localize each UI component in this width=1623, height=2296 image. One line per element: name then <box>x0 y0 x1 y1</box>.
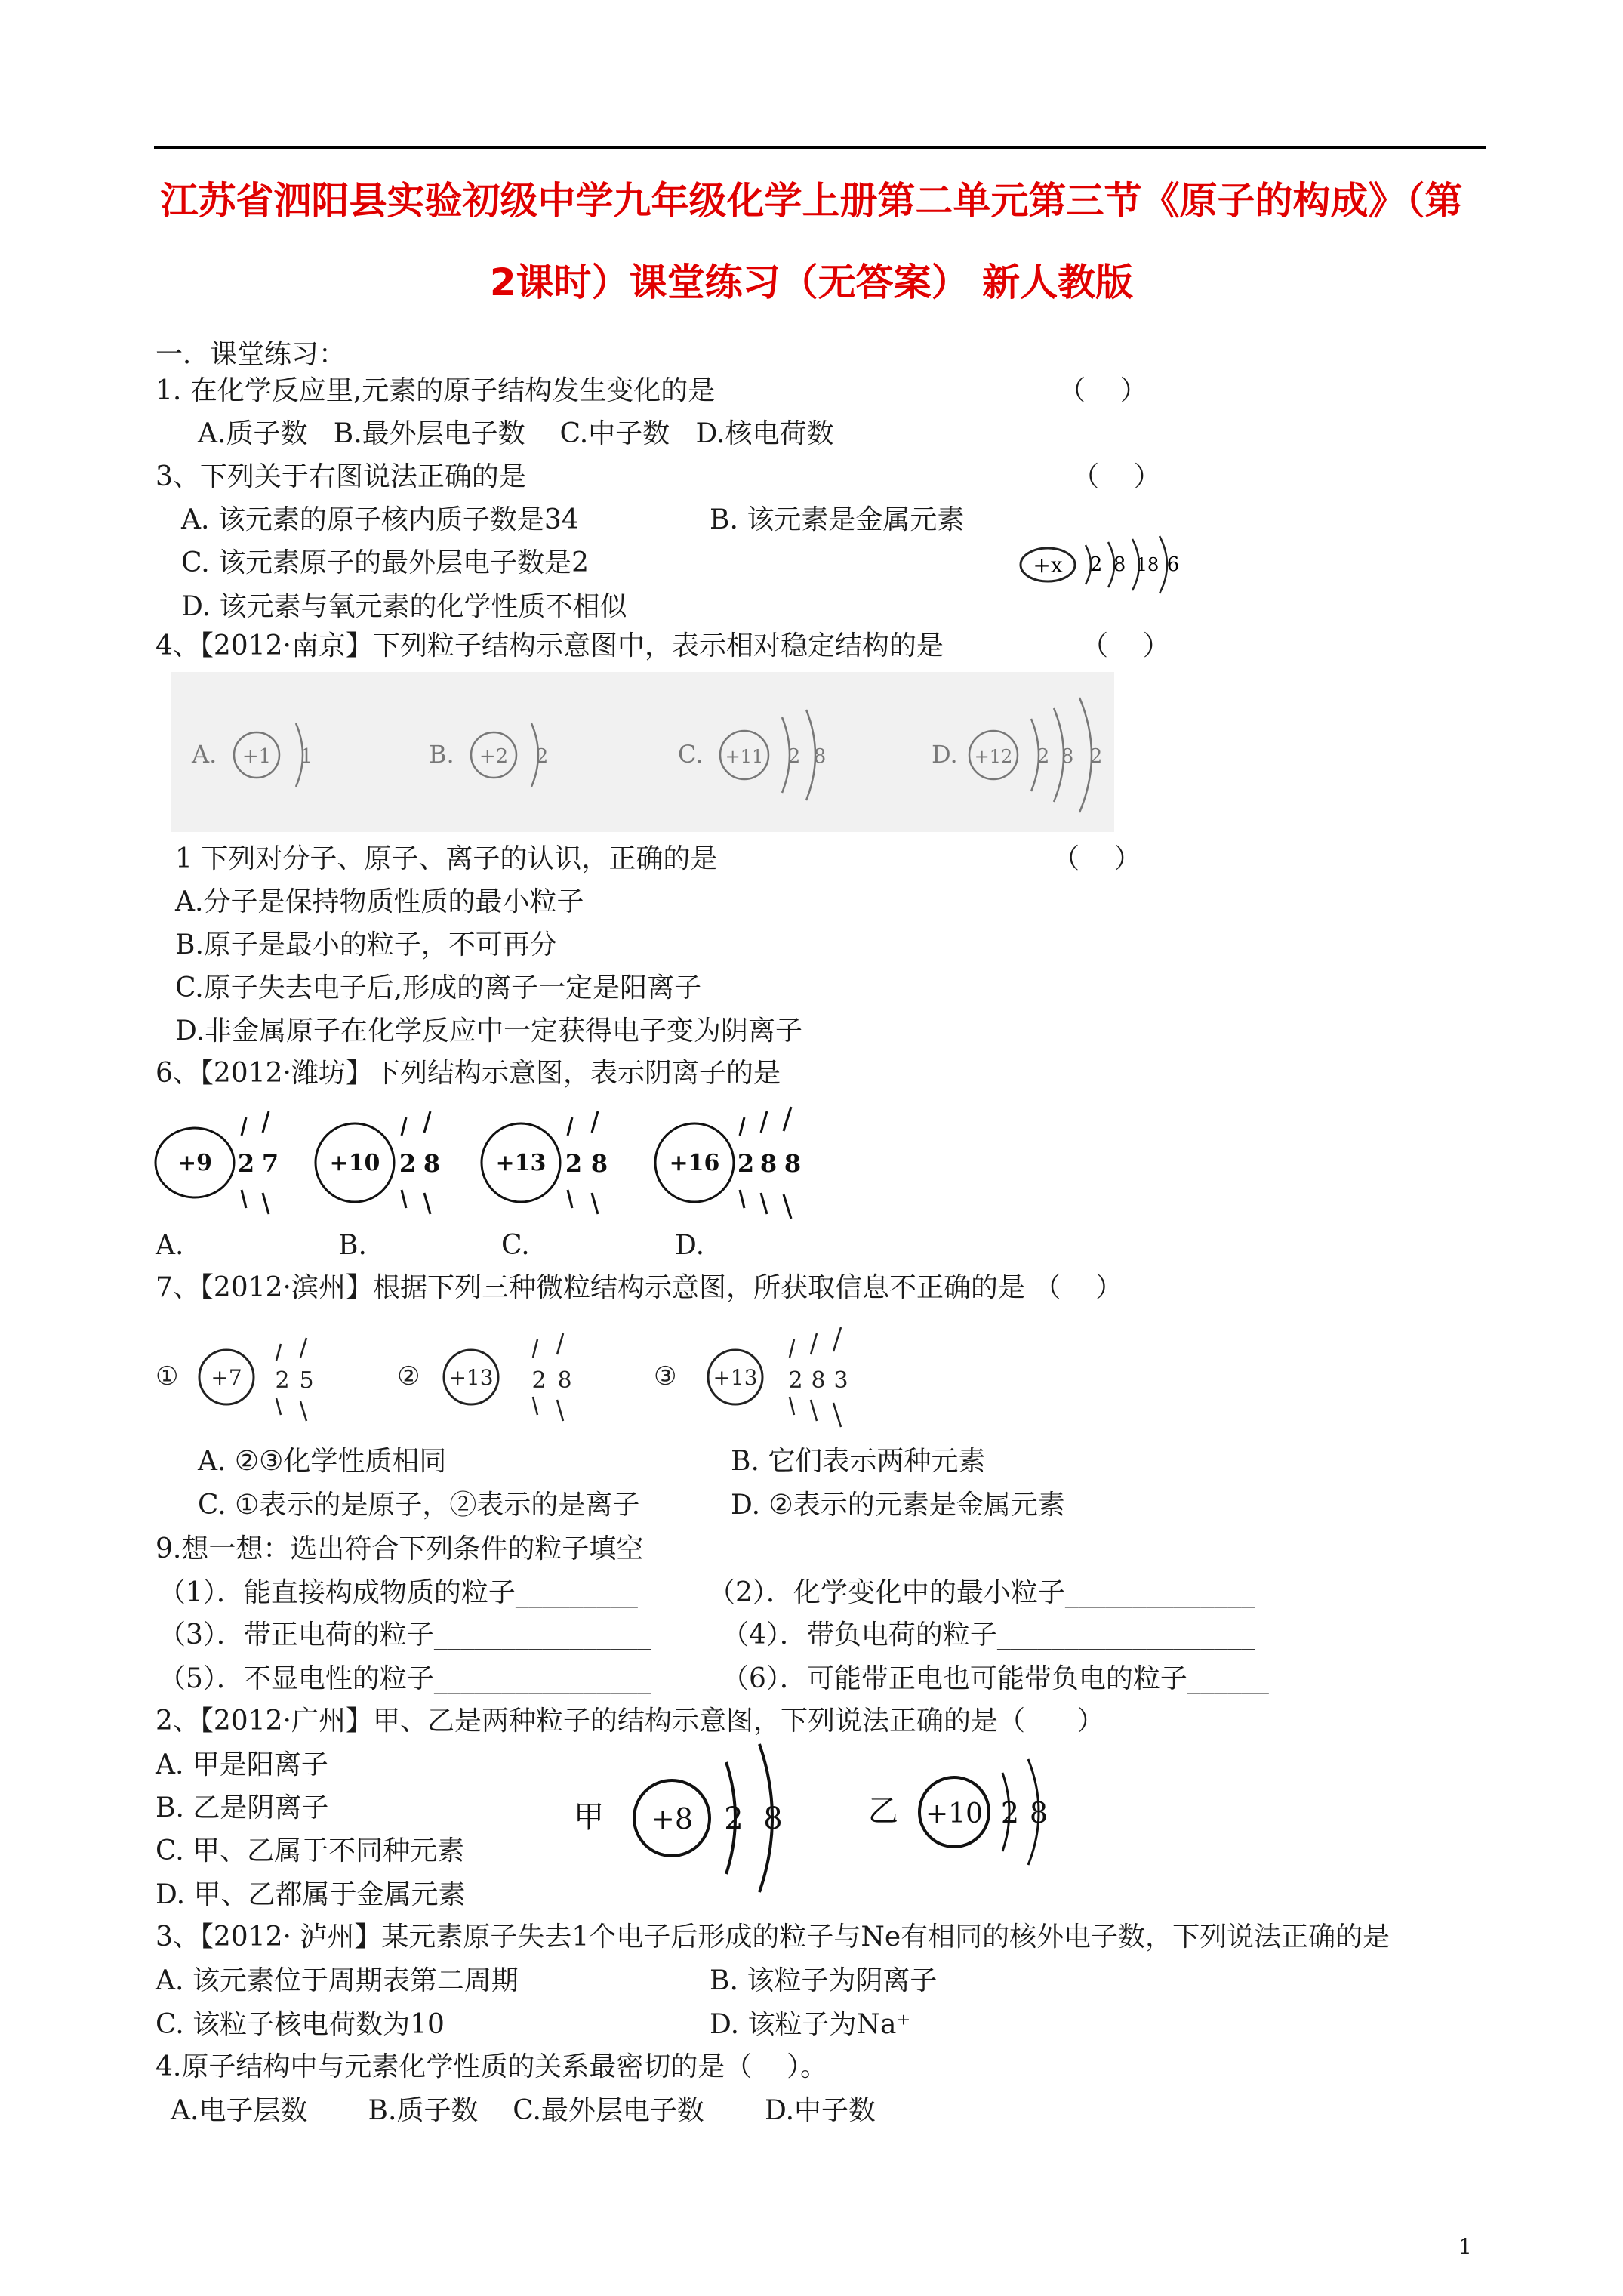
q4b-stem: 4.原子结构中与元素化学性质的关系最密切的是（ ）。 <box>156 2051 828 2082</box>
q9-blank-4: （4）．带负电荷的粒子___________________ <box>722 1620 1255 1650</box>
svg-text:8: 8 <box>763 1801 783 1836</box>
svg-text:+1: +1 <box>242 745 272 768</box>
svg-text:2: 2 <box>565 1149 583 1178</box>
q2b-option-a: A. 甲是阳离子 <box>156 1749 328 1780</box>
q9-blank-1: （1）．能直接构成物质的粒子_________ <box>159 1577 638 1608</box>
q9-stem: 9.想一想：选出符合下列条件的粒子填空 <box>156 1533 644 1564</box>
q9-blank-3: （3）．带正电荷的粒子________________ <box>159 1620 651 1650</box>
svg-text:8: 8 <box>590 1149 608 1178</box>
q7-option-b: B. 它们表示两种元素 <box>731 1446 986 1477</box>
svg-text:B.: B. <box>429 740 454 769</box>
svg-text:+2: +2 <box>479 745 509 768</box>
q2b-option-b: B. 乙是阴离子 <box>156 1792 329 1823</box>
q7-diagrams <box>151 1323 921 1428</box>
q1-options: A.质子数 B.最外层电子数 C.中子数 D.核电荷数 <box>198 418 834 449</box>
svg-text:+10: +10 <box>925 1798 983 1829</box>
svg-text:+13: +13 <box>713 1365 758 1390</box>
q3b-option-b: B. 该粒子为阴离子 <box>710 1965 938 1996</box>
svg-text:乙: 乙 <box>868 1794 898 1829</box>
svg-text:+9: +9 <box>177 1150 213 1176</box>
q7-option-a: A. ②③化学性质相同 <box>198 1446 447 1477</box>
svg-text:2: 2 <box>1036 745 1050 768</box>
q3a-atom-diagram <box>1012 529 1193 601</box>
svg-text:①: ① <box>156 1361 179 1391</box>
q2b-stem: 2、【2012·广州】甲、乙是两种粒子的结构示意图，下列说法正确的是（ ） <box>156 1706 1104 1737</box>
svg-text:8: 8 <box>1113 553 1126 576</box>
svg-text:2: 2 <box>724 1801 744 1836</box>
q6-label-a: A. <box>156 1230 184 1261</box>
svg-text:+8: +8 <box>650 1802 694 1835</box>
q4b-options: A.电子层数 B.质子数 C.最外层电子数 D.中子数 <box>171 2095 876 2126</box>
svg-text:3: 3 <box>833 1367 848 1394</box>
q9-blank-5: （5）．不显电性的粒子________________ <box>159 1663 651 1694</box>
q3a-option-a: A. 该元素的原子核内质子数是34 <box>181 504 579 535</box>
q3b-option-a: A. 该元素位于周期表第二周期 <box>156 1965 519 1996</box>
svg-text:5: 5 <box>299 1367 314 1394</box>
q3a-option-d: D. 该元素与氧元素的化学性质不相似 <box>181 591 627 622</box>
q2b-option-d: D. 甲、乙都属于金属元素 <box>156 1879 466 1910</box>
svg-text:8: 8 <box>423 1149 441 1178</box>
q3b-option-d: D. 该粒子为Na⁺ <box>710 2009 911 2040</box>
q9-blank-6: （6）．可能带正电也可能带负电的粒子______ <box>722 1663 1269 1694</box>
q6-stem: 6、【2012·潍坊】下列结构示意图，表示阴离子的是 <box>156 1058 781 1089</box>
q1-answer-paren: （ ） <box>1058 375 1147 406</box>
svg-text:8: 8 <box>1061 745 1074 768</box>
q2b-option-c: C. 甲、乙属于不同种元素 <box>156 1835 465 1866</box>
svg-text:2: 2 <box>399 1149 417 1178</box>
q1b-option-b: B.原子是最小的粒子，不可再分 <box>175 929 557 960</box>
svg-text:7: 7 <box>261 1149 279 1178</box>
svg-text:6: 6 <box>1166 553 1180 576</box>
svg-text:2: 2 <box>531 1367 547 1394</box>
q4a-diagrams <box>171 672 1114 832</box>
svg-text:2: 2 <box>737 1149 755 1178</box>
svg-text:8: 8 <box>557 1367 572 1394</box>
q1b-option-c: C.原子失去电子后,形成的离子一定是阳离子 <box>175 972 702 1003</box>
header-rule <box>154 146 1486 149</box>
svg-text:C.: C. <box>678 740 704 769</box>
svg-text:A.: A. <box>192 740 217 769</box>
svg-text:8: 8 <box>813 745 827 768</box>
svg-text:8: 8 <box>759 1149 778 1178</box>
svg-text:甲: 甲 <box>574 1800 604 1835</box>
document-title-line1: 江苏省泗阳县实验初级中学九年级化学上册第二单元第三节《原子的构成》（第 <box>160 179 1463 223</box>
q1b-option-a: A.分子是保持物质性质的最小粒子 <box>175 886 584 917</box>
q7-option-c: C. ①表示的是原子，②表示的是离子 <box>198 1490 640 1521</box>
svg-text:+7: +7 <box>211 1365 242 1390</box>
q3a-option-c: C. 该元素原子的最外层电子数是2 <box>181 547 590 578</box>
page-number: 1 <box>1458 2234 1472 2259</box>
svg-text:+16: +16 <box>669 1150 720 1176</box>
q6-label-d: D. <box>675 1230 705 1261</box>
q4a-answer-paren: （ ） <box>1081 630 1170 661</box>
svg-text:+12: +12 <box>974 746 1013 767</box>
q2b-diagrams <box>566 1734 1095 1900</box>
q1b-option-d: D.非金属原子在化学反应中一定获得电子变为阴离子 <box>175 1015 803 1046</box>
q3a-stem: 3、下列关于右图说法正确的是 <box>156 461 526 492</box>
svg-text:8: 8 <box>811 1367 826 1394</box>
svg-text:1: 1 <box>300 745 313 768</box>
q7-option-d: D. ②表示的元素是金属元素 <box>731 1490 1065 1521</box>
svg-text:+13: +13 <box>448 1365 494 1390</box>
svg-text:+10: +10 <box>329 1150 380 1176</box>
svg-text:2: 2 <box>1000 1796 1020 1829</box>
q6-label-b: B. <box>338 1230 367 1261</box>
svg-text:2: 2 <box>535 745 549 768</box>
q3a-answer-paren: （ ） <box>1072 461 1161 492</box>
q9-blank-2: （2）．化学变化中的最小粒子______________ <box>708 1577 1255 1608</box>
svg-text:②: ② <box>397 1361 420 1391</box>
q1b-stem: 1 下列对分子、原子、离子的认识，正确的是 <box>175 843 718 874</box>
section-heading: 一．课堂练习： <box>156 339 346 370</box>
q4a-stem: 4、【2012·南京】下列粒子结构示意图中，表示相对稳定结构的是 <box>156 630 944 661</box>
svg-text:8: 8 <box>784 1149 802 1178</box>
svg-text:2: 2 <box>275 1367 290 1394</box>
svg-text:8: 8 <box>1029 1796 1049 1829</box>
q1b-answer-paren: （ ） <box>1052 843 1141 874</box>
svg-text:+x: +x <box>1033 553 1063 578</box>
svg-text:③: ③ <box>654 1361 677 1391</box>
svg-text:2: 2 <box>237 1149 255 1178</box>
svg-text:18: 18 <box>1135 554 1160 575</box>
svg-text:2: 2 <box>1089 553 1103 576</box>
q3a-option-b: B. 该元素是金属元素 <box>710 504 965 535</box>
q1-stem: 1. 在化学反应里,元素的原子结构发生变化的是 <box>156 375 716 406</box>
svg-text:2: 2 <box>1089 745 1103 768</box>
svg-text:D.: D. <box>932 740 958 769</box>
q3b-stem: 3、【2012· 泸州】某元素原子失去1个电子后形成的粒子与Ne有相同的核外电子数，下列说法正确的是 <box>156 1922 1390 1952</box>
q6-diagrams <box>151 1102 830 1223</box>
document-title-line2: 2课时）课堂练习（无答案） 新人教版 <box>489 260 1134 304</box>
svg-text:2: 2 <box>788 1367 803 1394</box>
q3b-option-c: C. 该粒子核电荷数为10 <box>156 2009 445 2040</box>
q7-stem: 7、【2012·滨州】根据下列三种微粒结构示意图，所获取信息不正确的是 （ ） <box>156 1272 1123 1303</box>
svg-text:2: 2 <box>787 745 801 768</box>
svg-text:+11: +11 <box>725 746 764 767</box>
q6-label-c: C. <box>501 1230 530 1261</box>
svg-text:+13: +13 <box>495 1150 547 1176</box>
